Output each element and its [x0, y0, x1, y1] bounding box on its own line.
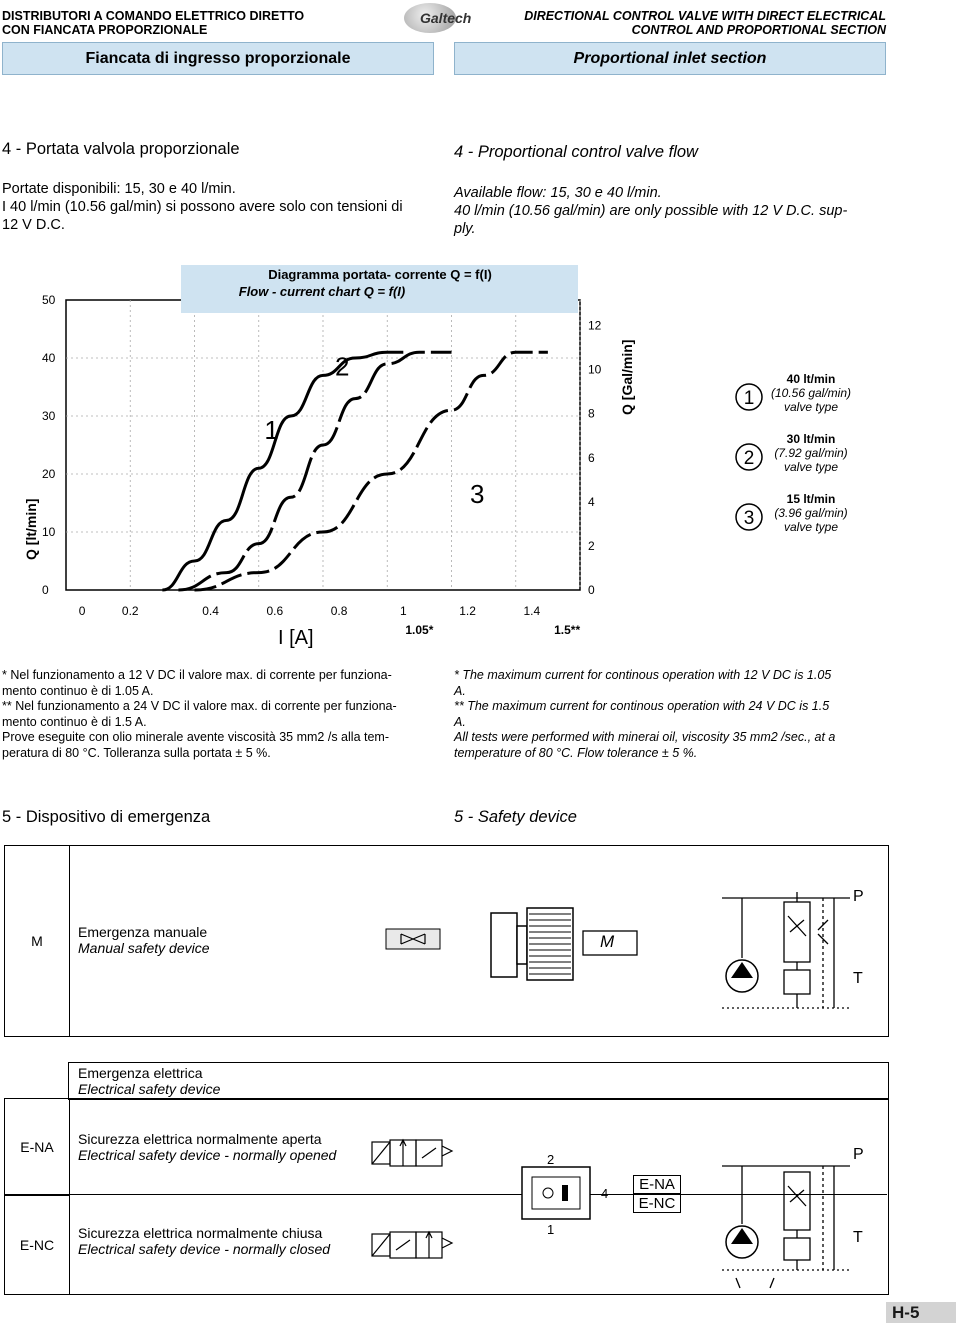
electrical-labels — [78, 1065, 220, 1097]
note-it-4: mento continuo è di 1.5 A. — [2, 714, 147, 729]
y-tick-right: 12 — [588, 318, 602, 333]
y-tick-left: 0 — [42, 583, 49, 597]
x-tick-special: 1.5** — [554, 623, 581, 637]
header-right — [524, 9, 886, 37]
connector-drawing-icon — [520, 1165, 592, 1221]
pin-2-label: 2 — [547, 1152, 555, 1167]
band-right: Proportional inlet section — [454, 42, 886, 75]
note-it-6: peratura di 80 °C. Tolleranza sulla portata ± 5 %. — [2, 745, 271, 760]
note-en-5: All tests were performed with minerai oil, viscosity 35 mm2 /sec., at a — [454, 730, 836, 744]
note-en-4: A. — [454, 714, 466, 729]
note-en-6: temperature of 80 °C. Flow tolerance ± 5 %. — [454, 745, 698, 760]
enc-code: E-NC — [4, 1194, 70, 1295]
enc-labels — [78, 1225, 330, 1257]
header-left — [2, 9, 304, 37]
electrical-port-p: P — [853, 1146, 864, 1163]
it-line2: I 40 l/min (10.56 gal/min) si possono avere solo con tensioni di — [2, 199, 403, 215]
x-tick: 0 — [78, 604, 86, 618]
legend-type-2: valve type — [783, 460, 839, 474]
y-tick-left: 50 — [42, 293, 56, 307]
legend-flow-1: 40 lt/min — [786, 372, 836, 386]
y-tick-left: 10 — [42, 525, 56, 539]
y-tick-left: 30 — [42, 409, 56, 423]
x-tick-special: 1.05* — [405, 623, 434, 637]
page-number: H-5 — [892, 1303, 920, 1322]
header-left-line1: DISTRIBUTORI A COMANDO ELETTRICO DIRETTO — [2, 9, 305, 23]
tag-ena: E-NA — [633, 1175, 681, 1194]
note-it-5: Prove eseguite con olio minerale avente viscosità 35 mm2 /s alla tem- — [2, 730, 389, 744]
manual-label-en: Manual safety device — [78, 940, 210, 956]
it-line1: Portate disponibili: 15, 30 e 40 l/min. — [2, 181, 236, 197]
y-tick-right: 6 — [588, 450, 595, 465]
section5-title-en: 5 - Safety device — [454, 808, 577, 826]
manual-symbol-icon — [385, 928, 441, 950]
legend-gal-2: (7.92 gal/min) — [774, 446, 848, 460]
series-2-line — [178, 352, 451, 590]
notes-it — [2, 668, 434, 761]
y-tick-right: 0 — [588, 583, 595, 597]
legend-number-1: 1 — [743, 388, 755, 409]
series-2-label: 2 — [335, 351, 350, 382]
x-tick: 0.6 — [266, 604, 284, 618]
manual-port-t: T — [853, 970, 863, 987]
manual-code: M — [4, 845, 70, 1037]
electrical-circuit-schematic-icon — [722, 1142, 852, 1290]
enc-label-it: Sicurezza elettrica normalmente chiusa — [78, 1225, 323, 1241]
tag-enc: E-NC — [633, 1194, 681, 1213]
x-tick: 1.4 — [523, 604, 541, 618]
header-right-line1: DIRECTIONAL CONTROL VALVE WITH DIRECT ELECTRICAL — [524, 9, 886, 23]
section5-title-it: 5 - Dispositivo di emergenza — [2, 808, 211, 826]
en-line1: Available flow: 15, 30 e 40 l/min. — [454, 185, 662, 201]
notes-en — [454, 668, 894, 761]
it-line3: 12 V D.C. — [2, 217, 65, 233]
x-tick: 0.4 — [202, 604, 219, 618]
electrical-label-it: Emergenza elettrica — [78, 1065, 203, 1081]
legend-flow-3: 15 lt/min — [786, 492, 836, 506]
y-tick-right: 8 — [588, 406, 595, 421]
manual-label-it: Emergenza manuale — [78, 924, 208, 940]
x-label: I [A] — [278, 627, 314, 649]
ena-labels — [78, 1131, 336, 1163]
legend-type-1: valve type — [783, 400, 839, 414]
note-it-1: * Nel funzionamento a 12 V DC il valore max. di corrente per funziona- — [2, 668, 392, 682]
legend-gal-1: (10.56 gal/min) — [770, 386, 852, 400]
ena-code: E-NA — [4, 1098, 70, 1196]
note-en-1: * The maximum current for continous operation with 12 V DC is 1.05 — [454, 668, 832, 682]
section4-title-it: 4 - Portata valvola proporzionale — [2, 140, 240, 158]
legend-number-3: 3 — [743, 508, 755, 529]
y-tick-left: 40 — [42, 351, 56, 365]
note-it-2: mento continuo è di 1.05 A. — [2, 683, 154, 698]
band-left: Fiancata di ingresso proporzionale — [2, 42, 434, 75]
manual-circuit-schematic-icon — [722, 872, 852, 1022]
legend-number-2: 2 — [743, 448, 755, 469]
y-label-right: Q [Gal/min] — [619, 339, 635, 415]
section4-text-en — [454, 184, 847, 238]
legend-type-3: valve type — [783, 520, 839, 534]
section4-title-en: 4 - Proportional control valve flow — [454, 143, 698, 161]
electrical-label-en: Electrical safety device — [78, 1081, 221, 1097]
x-tick: 0.8 — [330, 604, 348, 618]
manual-knob-drawing-icon — [487, 868, 577, 1018]
note-it-3: ** Nel funzionamento a 24 V DC il valore max. di corrente per funziona- — [2, 699, 397, 713]
x-tick: 1.2 — [459, 604, 476, 618]
y-tick-right: 10 — [588, 362, 602, 377]
header-right-line2: CONTROL AND PROPORTIONAL SECTION — [631, 23, 886, 37]
electrical-port-t: T — [853, 1229, 863, 1246]
y-tick-left: 20 — [42, 467, 56, 481]
logo-text: Galtech — [420, 10, 472, 26]
note-en-3: ** The maximum current for continous operation with 24 V DC is 1.5 — [454, 699, 830, 713]
enc-valve-symbol-icon — [370, 1226, 454, 1260]
enc-label-en: Electrical safety device - normally closed — [78, 1241, 331, 1257]
chart-subtitle: Flow - current chart Q = f(I) — [238, 284, 406, 299]
series-1-label: 1 — [264, 415, 279, 446]
section4-text-it — [2, 180, 403, 234]
legend-gal-3: (3.96 gal/min) — [774, 506, 848, 520]
series-3-label: 3 — [469, 479, 485, 509]
x-tick: 1 — [399, 604, 407, 618]
ena-valve-symbol-icon — [370, 1134, 454, 1168]
manual-labels — [78, 924, 210, 956]
chart-title: Diagramma portata- corrente Q = f(I) — [268, 267, 492, 282]
header-left-line2: CON FIANCATA PROPORZIONALE — [2, 23, 208, 37]
y-label-left: Q [lt/min] — [23, 498, 39, 560]
ena-label-it: Sicurezza elettrica normalmente aperta — [78, 1131, 322, 1147]
manual-m-symbol: M — [600, 932, 615, 951]
pin-1-label: 1 — [547, 1222, 555, 1237]
en-line3: ply. — [454, 221, 476, 237]
en-line2: 40 l/min (10.56 gal/min) are only possible with 12 V D.C. sup- — [454, 203, 848, 219]
ena-label-en: Electrical safety device - normally opened — [78, 1147, 337, 1163]
y-tick-right: 4 — [588, 494, 595, 509]
series-3-line — [195, 352, 548, 590]
note-en-2: A. — [454, 683, 466, 698]
x-tick: 0.2 — [121, 604, 139, 618]
pin-4-label: 4 — [601, 1186, 609, 1201]
y-tick-right: 2 — [588, 538, 595, 553]
legend-flow-2: 30 lt/min — [786, 432, 836, 446]
flow-current-chart — [0, 255, 960, 650]
manual-port-p: P — [853, 888, 864, 905]
